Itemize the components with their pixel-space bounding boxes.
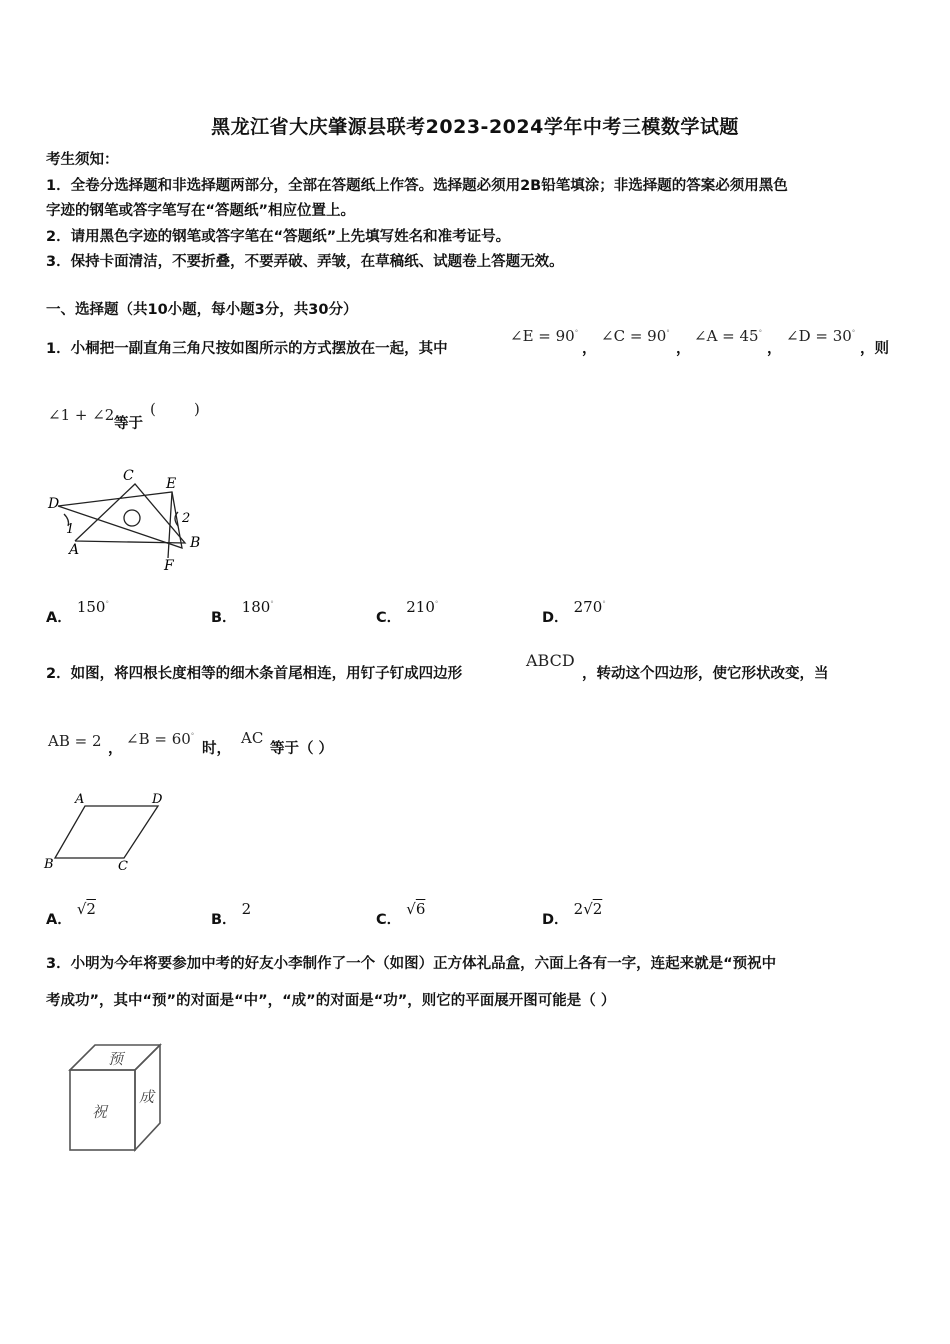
notice-line-1b: 字迹的钢笔或答字笔写在“答题纸”相应位置上。	[46, 203, 356, 219]
q3-line-2: 考成功”，其中“预”的对面是“中”，“成”的对面是“功”，则它的平面展开图可能是（ ）	[46, 993, 616, 1009]
option-label: D．	[542, 912, 569, 928]
q1-separator: ，	[676, 341, 691, 357]
q2-option-c[interactable]	[376, 898, 426, 928]
center-circle	[124, 510, 140, 526]
option-label: C．	[376, 912, 402, 928]
label-d: D	[152, 792, 163, 807]
option-value: √2	[76, 900, 96, 918]
option-value: 2√2	[573, 900, 603, 918]
option-value: 270°	[573, 598, 606, 616]
q2-option-d[interactable]	[542, 898, 603, 928]
notice-heading: 考生须知：	[46, 152, 119, 168]
q1-condition-e: ∠E = 90°	[510, 327, 579, 345]
q2-equals: 等于（ ）	[270, 741, 334, 757]
label-2: 2	[182, 511, 191, 526]
cube-top-char: 预	[108, 1050, 124, 1068]
option-label: B．	[211, 912, 237, 928]
q2-option-b[interactable]	[211, 898, 252, 928]
q2-when: 时，	[202, 741, 231, 757]
option-label: C．	[376, 610, 402, 626]
q1-condition-d: ∠D = 30°	[786, 327, 856, 345]
q1-condition-c: ∠C = 90°	[601, 327, 670, 345]
cube-right-char: 成	[139, 1088, 155, 1106]
q1-option-a[interactable]	[46, 596, 109, 626]
q2-stem-end: ，转动这个四边形，使它形状改变，当	[582, 666, 829, 682]
q1-option-d[interactable]	[542, 596, 606, 626]
q1-separator: ，	[582, 341, 597, 357]
q2-separator: ，	[108, 741, 123, 757]
option-value: √6	[406, 900, 426, 918]
option-label: A．	[46, 610, 72, 626]
q2-option-a[interactable]	[46, 898, 96, 928]
q2-condition-ab: AB = 2	[48, 732, 102, 750]
label-d: D	[48, 496, 60, 512]
q1-answer-blank: ( )	[150, 400, 200, 418]
q1-then: ，则	[860, 341, 889, 357]
q1-option-b[interactable]	[211, 596, 274, 626]
q1-option-c[interactable]	[376, 596, 439, 626]
q1-equals: 等于	[114, 416, 143, 432]
page-title: 黑龙江省大庆肇源县联考2023-2024学年中考三模数学试题	[211, 116, 739, 138]
q1-stem: 1．小桐把一副直角三角尺按如图所示的方式摆放在一起，其中	[46, 341, 448, 357]
label-f: F	[164, 558, 174, 574]
cube-front-char: 祝	[92, 1103, 108, 1121]
label-a: A	[69, 542, 80, 558]
q1-condition-a: ∠A = 45°	[694, 327, 763, 345]
q1-figure	[40, 462, 220, 577]
q3-line-1: 3．小明为今年将要参加中考的好友小李制作了一个（如图）正方体礼品盒，六面上各有一字，连起来就是“预祝中	[46, 956, 777, 972]
option-label: D．	[542, 610, 569, 626]
q2-quadrilateral: ABCD	[526, 651, 575, 670]
q2-stem: 2．如图，将四根长度相等的细木条首尾相连，用钉子钉成四边形	[46, 666, 463, 682]
q3-cube-figure	[60, 1035, 170, 1160]
option-value: 150°	[76, 598, 109, 616]
label-b: B	[44, 857, 54, 872]
label-c: C	[118, 859, 128, 874]
option-label: B．	[211, 610, 237, 626]
notice-line-3: 3．保持卡面清洁，不要折叠，不要弄破、弄皱，在草稿纸、试题卷上答题无效。	[46, 254, 564, 270]
segment-ef	[168, 492, 172, 558]
option-label: A．	[46, 912, 72, 928]
option-value: 180°	[241, 598, 274, 616]
option-value: 210°	[406, 598, 439, 616]
q1-expression: ∠1 + ∠2	[48, 406, 115, 424]
q2-figure	[40, 788, 175, 878]
rhombus-abcd	[55, 806, 158, 858]
q1-separator: ，	[767, 341, 782, 357]
notice-line-1a: 1．全卷分选择题和非选择题两部分，全部在答题纸上作答。选择题必须用2B铅笔填涂；非选择题的答案必须用黑色	[46, 178, 788, 194]
q2-condition-b: ∠B = 60°	[126, 730, 195, 748]
q2-target: AC	[241, 729, 264, 747]
label-a: A	[75, 792, 85, 807]
notice-line-2: 2．请用黑色字迹的钢笔或答字笔在“答题纸”上先填写姓名和准考证号。	[46, 229, 511, 245]
label-1: 1	[66, 522, 75, 537]
label-e: E	[166, 476, 177, 492]
label-b: B	[190, 535, 201, 551]
label-c: C	[123, 468, 134, 484]
section-heading: 一、选择题（共10小题，每小题3分，共30分）	[46, 302, 358, 318]
option-value: 2	[241, 900, 252, 918]
